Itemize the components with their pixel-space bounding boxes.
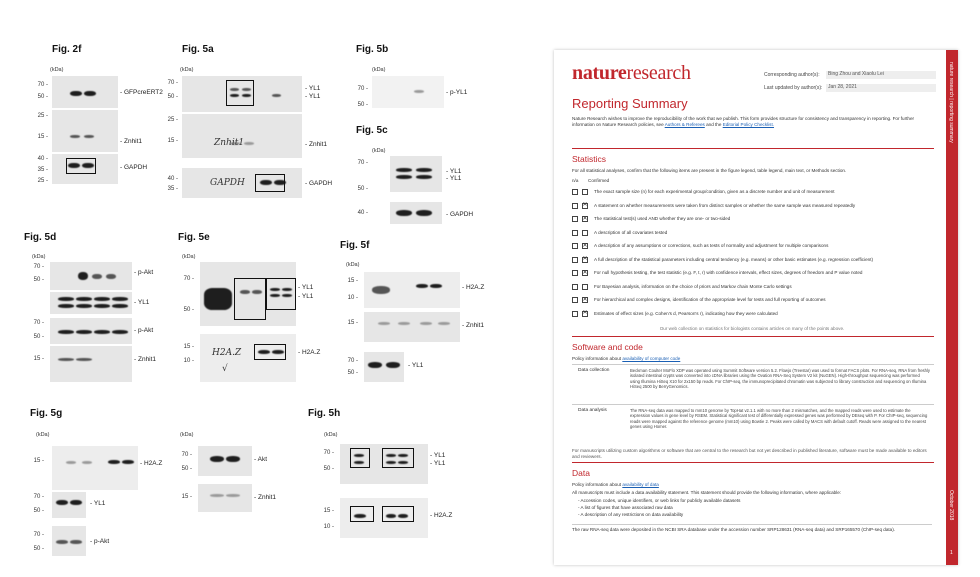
blot-band [84,135,94,138]
label-h2a-z: - H2A.Z [298,349,320,356]
label-yl1: - YL1 [446,168,461,175]
label-h2a-z: - H2A.Z [140,460,162,467]
blot-strip [50,262,132,290]
mw-marker: 15 - [347,320,358,326]
mw-marker: 70 - [37,82,48,88]
section-divider [572,462,934,463]
blot-band [414,90,424,93]
blot-band [76,358,92,361]
handwritten-note: Znhit1 [214,138,245,148]
blot-strip [198,446,252,476]
mw-marker: 50 - [33,334,44,340]
blot-strip [390,156,442,192]
label-znhit1: - Znhit1 [462,322,484,329]
checklist-item [572,215,932,225]
checklist-item-text: Estimates of effect sizes (e.g. Cohen's d, Pearson's r), indicating how they were calculated [594,310,778,316]
fig-5b-kda: (kDa) [372,67,386,73]
data-line-1: All manuscripts must include a data availability statement. This statement should provide the following information, where applicable: [572,490,842,495]
blot-band [66,461,76,464]
mw-marker: 25 - [167,117,178,123]
statistics-intro: For all statistical analyses, confirm that the following items are present in the figure legend, table legend, main text, or Methods section. [572,168,847,173]
blot-band [204,288,232,310]
label-yl1: - YL1 [430,460,445,467]
data-intro-text: Policy information about [572,482,622,487]
fig-5g2-kda: (kDa) [180,432,194,438]
blot-band [416,284,428,288]
blot-strip [52,446,138,490]
fig-5a-kda: (kDa) [180,67,194,73]
data-analysis-text: The RNA-seq data was mapped to mm10 genome by TopHat v2.1.1 with no more than 2 mismatches, and the mapped reads were used to estimate the expression values in gene level by RSEM. Statistical significant test of differentially expressed genes was performed by DEseq with P. For ChIP-seq, sequencing reads were mapped against the reference genome (mm10) using Bowtie 2. Peaks were called by MACS with default cutoff. Reads were assigned to the nearest genes using Homer. [630,408,928,430]
blot-band [396,210,412,216]
checklist-item-text: For hierarchical and complex designs, identification of the appropriate level for tests and full reporting of outcomes [594,297,826,302]
blot-strip [50,346,132,382]
blot-band [112,304,128,308]
mw-marker: 15 - [323,508,334,514]
fig-5c-title: Fig. 5c [356,125,388,136]
blot-band [210,494,224,497]
mw-marker: 70 - [33,320,44,326]
fig-5f-title: Fig. 5f [340,240,370,251]
checklist-item [572,188,932,198]
fig-5g-kda: (kDa) [36,432,50,438]
label-yl1: - YL1 [298,284,313,291]
checklist-item [572,256,932,266]
mw-marker: 70 - [33,532,44,538]
label-znhit1: - Znhit1 [254,494,276,501]
mw-marker: 50 - [357,186,368,192]
mw-marker: 70 - [183,276,194,282]
page-number: 1 [950,550,953,556]
blot-band [70,540,82,544]
label-p-akt: - p-Akt [134,327,153,334]
label-p-yl1: - p-YL1 [446,89,467,96]
software-intro-text: Policy information about [572,356,622,361]
label-znhit1: - Znhit1 [120,138,142,145]
crop-box [226,80,254,106]
mw-marker: 50 - [33,546,44,552]
label-p-akt: - p-Akt [134,269,153,276]
blot-band [226,494,240,497]
confirmed-column-header: Confirmed [588,178,610,183]
blot-band [416,175,432,179]
data-bullet-2: - A list of figures that have associated raw data [578,505,673,510]
mw-marker: 70 - [323,450,334,456]
blot-band [372,286,390,294]
software-intro [572,356,932,362]
blot-strip [372,76,444,108]
blot-band [416,210,432,216]
blot-band [386,362,400,368]
blot-band [122,460,134,464]
blot-strip [182,114,302,158]
software-footer: For manuscripts utilizing custom algorithms or software that are central to the research but not yet described in published literature, software must be made available to editors and reviewers. [572,448,927,459]
section-divider [572,336,934,337]
confirmed-checkbox[interactable] [582,203,588,209]
mw-marker: 70 - [33,494,44,500]
intro-text: Nature Research wishes to improve the reproducibility of the work that we publish. This form provides structure for consistency and transparency in reporting. For further information on Nature Research policies, see [572,116,915,127]
data-bullet-3: - A description of any restrictions on data availability [578,512,684,517]
blot-band [94,330,110,334]
checklist-item-text: A description of all covariates tested [594,229,668,235]
mw-marker: 40 - [357,210,368,216]
blot-strip [198,484,252,512]
checklist-item-text: For null hypothesis testing, the test statistic (e.g. F, t, r) with confidence intervals, effect sizes, degrees of freedom and P value noted [594,270,863,275]
blot-strip [364,352,404,382]
label-gapdh: - GAPDH [120,164,147,171]
blot-band [58,297,74,301]
data-collection-text: Beckman Coulter MoFlo XDP was operated using Summit Software version 5.2. Flowjo (Treestar) was used to format FACS plots. For RNA-seq, RNA from freshly isolated intestinal crypts was converted into cDNA libraries using the Ovation RNA-Seq System V2 kit (NuGEN). High-throughput sequencing was performed using Illumina HiSeq X10 for 2x150 bp reads. For ChIP-seq, the immunoprecipitated chromatin was subjected to library construction and sequencing on Illumina HiSeq 2500 by BerryGenomics. [630,368,930,390]
checklist-item-text: The statistical test(s) used AND whether they are one- or two-sided [594,216,731,221]
data-heading: Data [572,468,590,478]
blot-band [94,297,110,301]
mw-marker: 70 - [357,86,368,92]
blot-band [244,142,254,145]
page-title: Reporting Summary [572,96,688,111]
mw-marker: 15 - [33,356,44,362]
blot-band [106,274,116,279]
blot-band [76,330,92,334]
fig-5d-kda: (kDa) [32,254,46,260]
section-divider [572,148,934,149]
fig-5d-title: Fig. 5d [24,232,57,243]
fig-5e-title: Fig. 5e [178,232,210,243]
crop-box [254,344,286,360]
mw-marker: 25 - [37,178,48,184]
crop-box [266,278,296,310]
data-bullet-1: - Accession codes, unique identifiers, or web links for publicly available datasets [578,498,741,503]
label-h2a-z: - H2A.Z [430,512,452,519]
fig-5a-title: Fig. 5a [182,44,214,55]
blot-band [78,272,88,280]
label-yl1: - YL1 [134,299,149,306]
crop-box [66,158,96,174]
mw-marker: 15 - [33,458,44,464]
blot-band [112,297,128,301]
label-znhit1: - Znhit1 [305,141,327,148]
fig-5f-kda: (kDa) [346,262,360,268]
label-yl1: - YL1 [446,175,461,182]
label-yl1: - YL1 [90,500,105,507]
mw-marker: 40 - [37,156,48,162]
blot-band [416,168,432,172]
blot-band [368,362,382,368]
confirmed-checkbox[interactable] [582,243,588,249]
mw-marker: 10 - [347,295,358,301]
mw-marker: 15 - [181,494,192,500]
mw-marker: 50 - [33,508,44,514]
blot-band [398,322,410,325]
data-availability-statement: The raw RNA-seq data were deposited in the NCBI SRA database under the accession number SRP128631 (RNA-seq data) and SRP165570 (ChIP-seq data). [572,524,932,533]
mw-marker: 35 - [167,186,178,192]
logo-nature-word: nature [572,62,627,84]
checklist-item-text: A full description of the statistical parameters including central tendency (e.g. means) or other basic estimates (e.g. regression coefficient) [594,256,873,262]
checklist-item-text: A statement on whether measurements were taken from distinct samples or whether the same sample was measured repeatedly [594,202,856,208]
label-yl1: - YL1 [430,452,445,459]
na-checkbox[interactable] [572,284,578,290]
blot-band [58,358,74,361]
editorial-policy-link[interactable]: Editorial Policy Checklist. [722,122,775,127]
label-yl1: - YL1 [408,362,423,369]
blot-strip [364,312,460,342]
reporting-summary-page [554,50,958,565]
mw-marker: 70 - [347,358,358,364]
fig-2f-title: Fig. 2f [52,44,82,55]
corresponding-author-row [764,71,884,78]
intro-conjunction: and the [706,122,722,127]
mw-marker: 25 - [37,113,48,119]
na-checkbox[interactable] [572,189,578,195]
crop-box [382,448,414,468]
blot-band [70,500,82,505]
label-yl1: - YL1 [305,93,320,100]
mw-marker: 50 - [181,466,192,472]
na-checkbox[interactable] [572,311,578,317]
fig-5h-kda: (kDa) [324,432,338,438]
mw-marker: 10 - [323,524,334,530]
mw-marker: 50 - [357,102,368,108]
confirmed-checkbox[interactable] [582,257,588,263]
na-checkbox[interactable] [572,257,578,263]
last-updated-field: Jan 28, 2021 [826,84,936,92]
label-yl1: - YL1 [298,293,313,300]
fig-2f-kda: (kDa) [50,67,64,73]
blot-band [378,322,390,325]
blot-band [56,540,68,544]
mw-marker: 50 - [183,307,194,313]
checklist-item [572,229,932,239]
mw-marker: 40 - [167,176,178,182]
mw-marker: 70 - [181,452,192,458]
na-checkbox[interactable] [572,216,578,222]
last-updated-row [764,84,857,91]
mw-marker: 50 - [33,277,44,283]
checklist-item [572,242,932,252]
label-gapdh: - GAPDH [305,180,332,187]
crop-box [350,506,374,522]
blot-band [108,460,120,464]
na-checkbox[interactable] [572,203,578,209]
last-updated-label: Last updated by author(s): [764,85,823,91]
blot-strip [390,202,442,224]
mw-marker: 70 - [357,160,368,166]
data-analysis-row [572,404,934,448]
confirmed-checkbox[interactable] [582,297,588,303]
handwritten-note: GAPDH [210,178,245,188]
checklist-item [572,310,932,320]
blot-band [210,456,224,462]
confirmed-checkbox[interactable] [582,284,588,290]
mw-marker: 15 - [347,278,358,284]
mw-marker: 15 - [37,134,48,140]
statistics-heading: Statistics [572,154,607,164]
confirmed-checkbox[interactable] [582,189,588,195]
confirmed-checkbox[interactable] [582,216,588,222]
software-heading: Software and code [572,342,643,352]
checklist-item [572,269,932,279]
mw-marker: 70 - [33,264,44,270]
checklist-item [572,296,932,306]
na-checkbox[interactable] [572,230,578,236]
checklist-item [572,202,932,212]
label-p-akt: - p-Akt [90,538,109,545]
blot-band [396,168,412,172]
corresponding-author-field: Bing Zhou and Xiaolu Lei [826,71,936,79]
blot-band [76,297,92,301]
crop-box [234,278,266,320]
blot-band [58,304,74,308]
checklist-item-text: For Bayesian analysis, information on the choice of priors and Markov chain Monte Carlo settings [594,283,792,289]
handwritten-mark: √ [222,364,228,374]
nature-research-logo [572,62,691,85]
na-checkbox[interactable] [572,297,578,303]
mw-marker: 70 - [167,80,178,86]
corresponding-author-label: Corresponding author(s): [764,72,820,78]
blot-band [94,304,110,308]
mw-marker: 50 - [37,94,48,100]
na-column-header: n/a [572,178,579,183]
availability-of-data-link[interactable]: availability of data [622,482,659,487]
computer-code-link[interactable]: availability of computer code [622,356,681,361]
intro-paragraph [572,116,932,128]
blot-strip [52,76,118,108]
crop-box [350,448,370,468]
label-gfpcreert2: - GFPcreERT2 [120,89,163,96]
nature-research-sidebar [946,50,958,565]
blot-band [226,456,240,462]
authors-referees-link[interactable]: Authors & Referees [664,122,705,127]
mw-marker: 50 - [167,94,178,100]
blot-band [58,330,74,334]
label-gapdh: - GAPDH [446,211,473,218]
confirmed-checkbox[interactable] [582,230,588,236]
confirmed-checkbox[interactable] [582,270,588,276]
checklist-item [572,283,932,293]
crop-box [382,506,414,522]
fig-5h-title: Fig. 5h [308,408,341,419]
blot-strip [364,272,460,308]
handwritten-note: H2A.Z [212,348,242,358]
blot-band [420,322,432,325]
blot-band [76,304,92,308]
blot-strip [52,526,86,556]
blot-strip [52,110,118,152]
blot-strip [52,492,86,518]
blot-band [82,461,92,464]
checklist-item-text: The exact sample size (n) for each experimental group/condition, given as a discrete number and unit of measurement [594,189,835,194]
fig-5c-kda: (kDa) [372,148,386,154]
blot-band [438,322,450,325]
data-collection-row [572,364,934,404]
label-yl1: - YL1 [305,85,320,92]
blot-band [272,94,281,97]
sidebar-title: nature research | reporting summary [948,62,954,143]
blot-strip [50,318,132,344]
fig-5g-title: Fig. 5g [30,408,63,419]
blot-band [92,274,102,279]
crop-box [255,174,285,192]
blot-band [84,91,96,96]
blot-band [112,330,128,334]
statistics-footer: Our web collection on statistics for biologists contains articles on many of the points above. [659,326,845,331]
confirmed-checkbox[interactable] [582,311,588,317]
fig-5e-kda: (kDa) [182,254,196,260]
data-intro [572,482,932,488]
label-h2a-z: - H2A.Z [462,284,484,291]
blot-band [430,284,442,288]
blot-band [56,500,68,505]
checklist-item-text: A description of any assumptions or corrections, such as tests of normality and adjustment for multiple comparisons [594,243,829,248]
blot-band [396,175,412,179]
mw-marker: 35 - [37,167,48,173]
na-checkbox[interactable] [572,243,578,249]
na-checkbox[interactable] [572,270,578,276]
label-akt: - Akt [254,456,267,463]
data-analysis-label: Data analysis [578,408,607,413]
logo-research-word: research [626,62,691,84]
label-znhit1: - Znhit1 [134,356,156,363]
fig-5b-title: Fig. 5b [356,44,389,55]
mw-marker: 15 - [167,138,178,144]
data-collection-label: Data collection [578,368,610,373]
mw-marker: 50 - [323,466,334,472]
mw-marker: 15 - [183,344,194,350]
mw-marker: 10 - [183,358,194,364]
mw-marker: 50 - [347,370,358,376]
blot-band [70,91,82,96]
blot-band [70,135,80,138]
sidebar-date: October 2018 [948,490,954,521]
blot-strip [50,292,132,314]
